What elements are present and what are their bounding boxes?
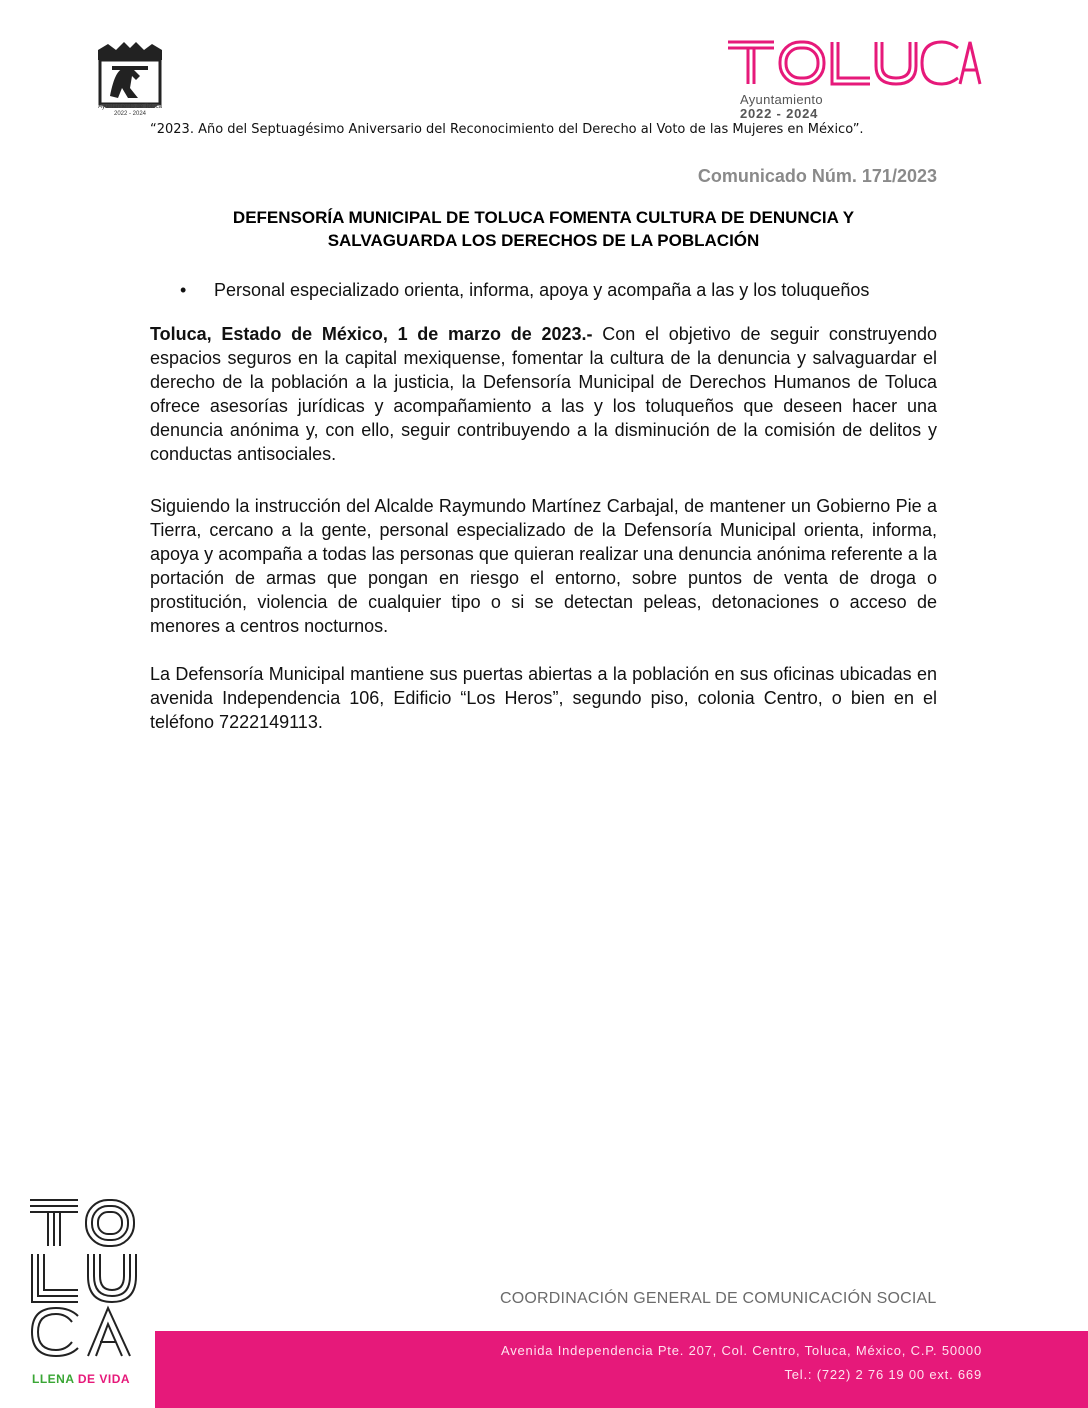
footer-address: Avenida Independencia Pte. 207, Col. Centro, Toluca, México, C.P. 50000 — [500, 1343, 982, 1358]
headline-line2: SALVAGUARDA LOS DERECHOS DE LA POBLACIÓN — [327, 231, 760, 250]
coordination-title: COORDINACIÓN GENERAL DE COMUNICACIÓN SOCIAL — [500, 1290, 937, 1307]
press-release-number: Comunicado Núm. 171/2023 — [697, 166, 937, 186]
llena-de-vida-slogan — [32, 1372, 130, 1386]
paragraph-1-body: Con el objetivo de seguir construyendo espacios seguros en la capital mexiquense, fomentar la cultura de la denuncia y salvaguardar el derecho de la población a la justicia, la Defensoría Municipal de Derechos Humanos de Toluca ofrece asesorías jurídicas y acompañamiento a las y los toluqueños que deseen hacer una denuncia anónima y, con ello, seguir contribuyendo a la disminución de la comisión de delitos y conductas antisociales. — [150, 324, 937, 464]
summary-bullet-text: Personal especializado orienta, informa, apoya y acompaña a las y los toluqueños — [214, 280, 870, 300]
footer-phone: Tel.: (722) 2 76 19 00 ext. 669 — [784, 1367, 982, 1382]
headline — [150, 206, 937, 252]
logo-subtitle-ayuntamiento: Ayuntamiento — [740, 92, 823, 107]
llena-word: LLENA — [32, 1372, 78, 1386]
de-vida-words: DE VIDA — [77, 1372, 131, 1386]
seal-caption-line1: Ayuntamiento de Toluca — [98, 104, 162, 110]
paragraph-1 — [150, 322, 937, 466]
seal-caption-line2: 2022 - 2024 — [113, 111, 147, 117]
dateline: Toluca, Estado de México, 1 de marzo de 2023.- — [150, 324, 593, 344]
bullet-icon: • — [180, 280, 187, 300]
paragraph-3: La Defensoría Municipal mantiene sus puertas abiertas a la población en sus oficinas ubicadas en avenida Independencia 106, Edificio “Los Heros”, segundo piso, colonia Centro, o bien en el teléfono 7222149113. — [150, 664, 937, 732]
year-slogan: “2023. Año del Septuagésimo Aniversario del Reconocimiento del Derecho al Voto de las Mujeres en México”. — [150, 122, 864, 137]
seal-caption — [82, 104, 178, 118]
headline-line1: DEFENSORÍA MUNICIPAL DE TOLUCA FOMENTA CULTURA DE DENUNCIA Y — [232, 208, 855, 227]
toluca-logo-header — [724, 36, 984, 88]
toluca-logo-footer — [26, 1196, 142, 1360]
summary-bullet — [180, 280, 940, 301]
logo-subtitle-years: 2022 - 2024 — [740, 106, 819, 121]
paragraph-2: Siguiendo la instrucción del Alcalde Raymundo Martínez Carbajal, de mantener un Gobierno Pie a Tierra, cercano a la gente, personal especializado de la Defensoría Municipal orienta, informa, apoya y acompaña a todas las personas que quieran realizar una denuncia anónima referente a la portación de armas que pongan en riesgo el entorno, sobre puntos de venta de droga o prostitución, violencia de cualquier tipo o si se detectan peleas, detonaciones o acceso de menores a centros nocturnos. — [150, 496, 937, 636]
